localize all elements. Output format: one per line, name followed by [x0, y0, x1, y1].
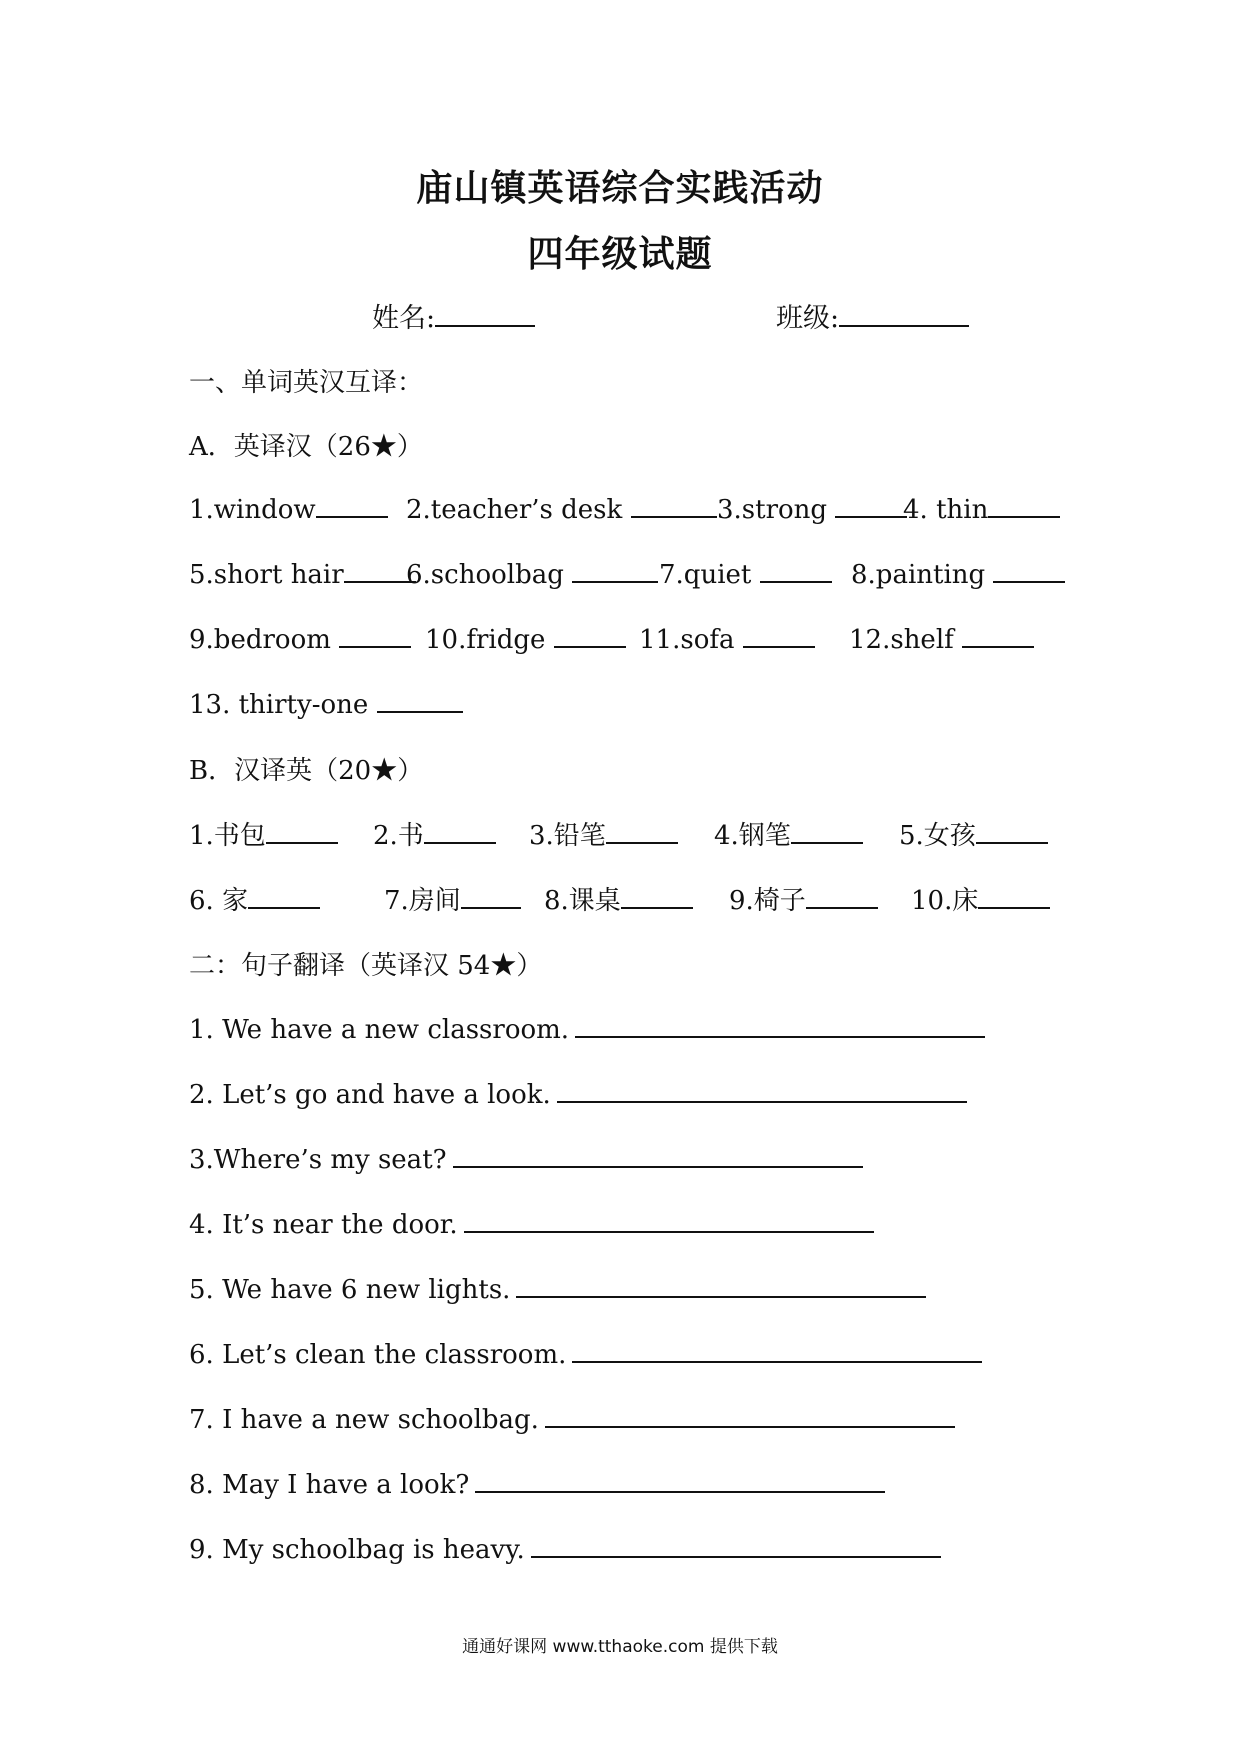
answer-blank[interactable] [475, 1465, 885, 1493]
answer-blank[interactable] [572, 1335, 982, 1363]
vocab-item: 8.课桌 [544, 880, 693, 917]
vocab-item: 2.teacher’s desk [406, 490, 717, 525]
sentence-item: 5. We have 6 new lights. [189, 1270, 926, 1305]
answer-blank[interactable] [554, 620, 626, 648]
class-label: 班级: [776, 303, 840, 334]
answer-blank[interactable] [377, 685, 463, 713]
vocab-item: 13. thirty-one [189, 685, 463, 720]
vocab-item: 6. 家 [189, 880, 320, 917]
document-title: 庙山镇英语综合实践活动 [416, 168, 824, 209]
sentence-item: 1. We have a new classroom. [189, 1010, 985, 1045]
class-field [776, 296, 969, 335]
answer-blank[interactable] [316, 490, 388, 518]
answer-blank[interactable] [461, 881, 521, 909]
answer-blank[interactable] [575, 1010, 985, 1038]
answer-blank[interactable] [835, 490, 907, 518]
answer-blank[interactable] [962, 620, 1034, 648]
answer-blank[interactable] [606, 816, 678, 844]
sentence-item: 6. Let’s clean the classroom. [189, 1335, 982, 1370]
sentence-item: 8. May I have a look? [189, 1465, 885, 1500]
answer-blank[interactable] [545, 1400, 955, 1428]
vocab-item: 9.椅子 [729, 880, 878, 917]
sentence-item: 9. My schoolbag is heavy. [189, 1530, 941, 1565]
vocab-item: 10.床 [911, 880, 1050, 917]
answer-blank[interactable] [572, 555, 658, 583]
answer-blank[interactable] [976, 816, 1048, 844]
page-footer: 通通好课网 www.tthaoke.com 提供下载 [462, 1637, 778, 1657]
sentence-item: 3.Where’s my seat? [189, 1140, 863, 1175]
answer-blank[interactable] [760, 555, 832, 583]
name-label: 姓名: [372, 303, 436, 334]
vocab-item: 4. thin [903, 490, 1060, 525]
vocab-item: 10.fridge [425, 620, 626, 655]
vocab-item: 7.quiet [659, 555, 832, 590]
answer-blank[interactable] [621, 881, 693, 909]
vocab-item: 12.shelf [849, 620, 1034, 655]
name-blank[interactable] [435, 299, 535, 327]
vocab-item: 9.bedroom [189, 620, 411, 655]
sentence-item: 7. I have a new schoolbag. [189, 1400, 955, 1435]
vocab-item: 1.书包 [189, 815, 338, 852]
answer-blank[interactable] [978, 881, 1050, 909]
answer-blank[interactable] [453, 1140, 863, 1168]
answer-blank[interactable] [791, 816, 863, 844]
answer-blank[interactable] [806, 881, 878, 909]
sentence-item: 2. Let’s go and have a look. [189, 1075, 967, 1110]
answer-blank[interactable] [464, 1205, 874, 1233]
answer-blank[interactable] [266, 816, 338, 844]
answer-blank[interactable] [557, 1075, 967, 1103]
vocab-item: 2.书 [373, 815, 496, 852]
answer-blank[interactable] [993, 555, 1065, 583]
vocab-item: 3.铅笔 [529, 815, 678, 852]
class-blank[interactable] [839, 299, 969, 327]
student-info-row [0, 296, 1240, 336]
answer-blank[interactable] [339, 620, 411, 648]
vocab-item: 4.钢笔 [714, 815, 863, 852]
answer-blank[interactable] [424, 816, 496, 844]
answer-blank[interactable] [516, 1270, 926, 1298]
vocab-item: 8.painting [851, 555, 1065, 590]
vocab-item: 5.女孩 [899, 815, 1048, 852]
vocab-item: 11.sofa [639, 620, 815, 655]
section2-heading: 二：句子翻译（英译汉 54★） [189, 951, 543, 981]
answer-blank[interactable] [631, 490, 717, 518]
vocab-item: 1.window [189, 490, 388, 525]
name-field [372, 296, 535, 335]
answer-blank[interactable] [743, 620, 815, 648]
vocab-item: 3.strong [717, 490, 907, 525]
partB-heading: B．汉译英（20★） [189, 756, 424, 786]
vocab-item: 7.房间 [384, 880, 521, 917]
answer-blank[interactable] [531, 1530, 941, 1558]
section1-heading: 一、单词英汉互译： [189, 368, 424, 398]
answer-blank[interactable] [988, 490, 1060, 518]
document-subtitle: 四年级试题 [527, 234, 713, 275]
vocab-item: 5.short hair [189, 555, 416, 590]
partA-heading: A．英译汉（26★） [189, 432, 423, 462]
answer-blank[interactable] [344, 555, 416, 583]
vocab-item: 6.schoolbag [406, 555, 658, 590]
sentence-item: 4. It’s near the door. [189, 1205, 874, 1240]
answer-blank[interactable] [248, 881, 320, 909]
